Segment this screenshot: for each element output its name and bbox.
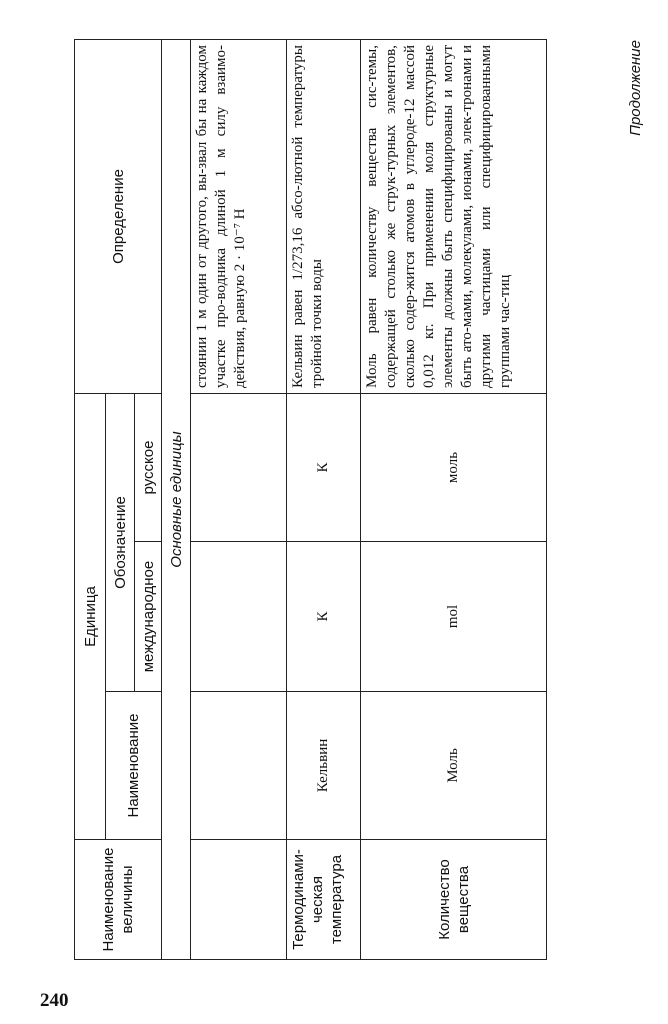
quantity-cell: Термодинами-ческая температура — [287, 840, 361, 960]
russian-symbol-cell: моль — [361, 393, 547, 541]
table-row — [361, 39, 547, 959]
quantity-cell — [191, 840, 287, 960]
header-designation: Обозначение — [106, 393, 135, 691]
si-units-table — [74, 39, 547, 960]
table-row — [191, 39, 287, 959]
header-international: международное — [135, 542, 162, 692]
header-unit-name: Наименование — [106, 692, 162, 840]
definition-cell: Кельвин равен 1/273,16 абсо-лютной температуры тройной точки воды — [287, 39, 361, 393]
international-symbol-cell: К — [287, 542, 361, 692]
header-definition: Определение — [75, 39, 162, 393]
international-symbol-cell: mol — [361, 542, 547, 692]
section-title: Основные единицы — [162, 39, 191, 959]
header-unit: Единица — [75, 393, 106, 839]
definition-cell: стоянии 1 м один от другого, вы-звал бы на каждом участке про-водника длиной 1 м силу взаимо-действия, равную 2 · 10⁻⁷ Н — [191, 39, 287, 393]
header-russian: русское — [135, 393, 162, 541]
unit-name-cell — [191, 692, 287, 840]
page-number: 240 — [40, 990, 69, 1011]
continuation-label: Продолжение — [627, 40, 644, 136]
table-row — [287, 39, 361, 959]
russian-symbol-cell: К — [287, 393, 361, 541]
header-quantity-name: Наименование величины — [75, 840, 162, 960]
unit-name-cell: Моль — [361, 692, 547, 840]
unit-name-cell: Кельвин — [287, 692, 361, 840]
definition-cell: Моль равен количеству вещества сис-темы, содержащей столько же струк-турных элементов, сколько содер-жится атомов в углероде-12 массой 0,012 кг. При применении моля структурные элементы должны быть специфицированы и могут быть ато-мами, молекулами, ионами, элек-тронами и другими частицами или специфицированными группами час-тиц — [361, 39, 547, 393]
rotated-page-content — [74, 40, 644, 960]
quantity-cell: Количество вещества — [361, 840, 547, 960]
russian-symbol-cell — [191, 393, 287, 541]
international-symbol-cell — [191, 542, 287, 692]
